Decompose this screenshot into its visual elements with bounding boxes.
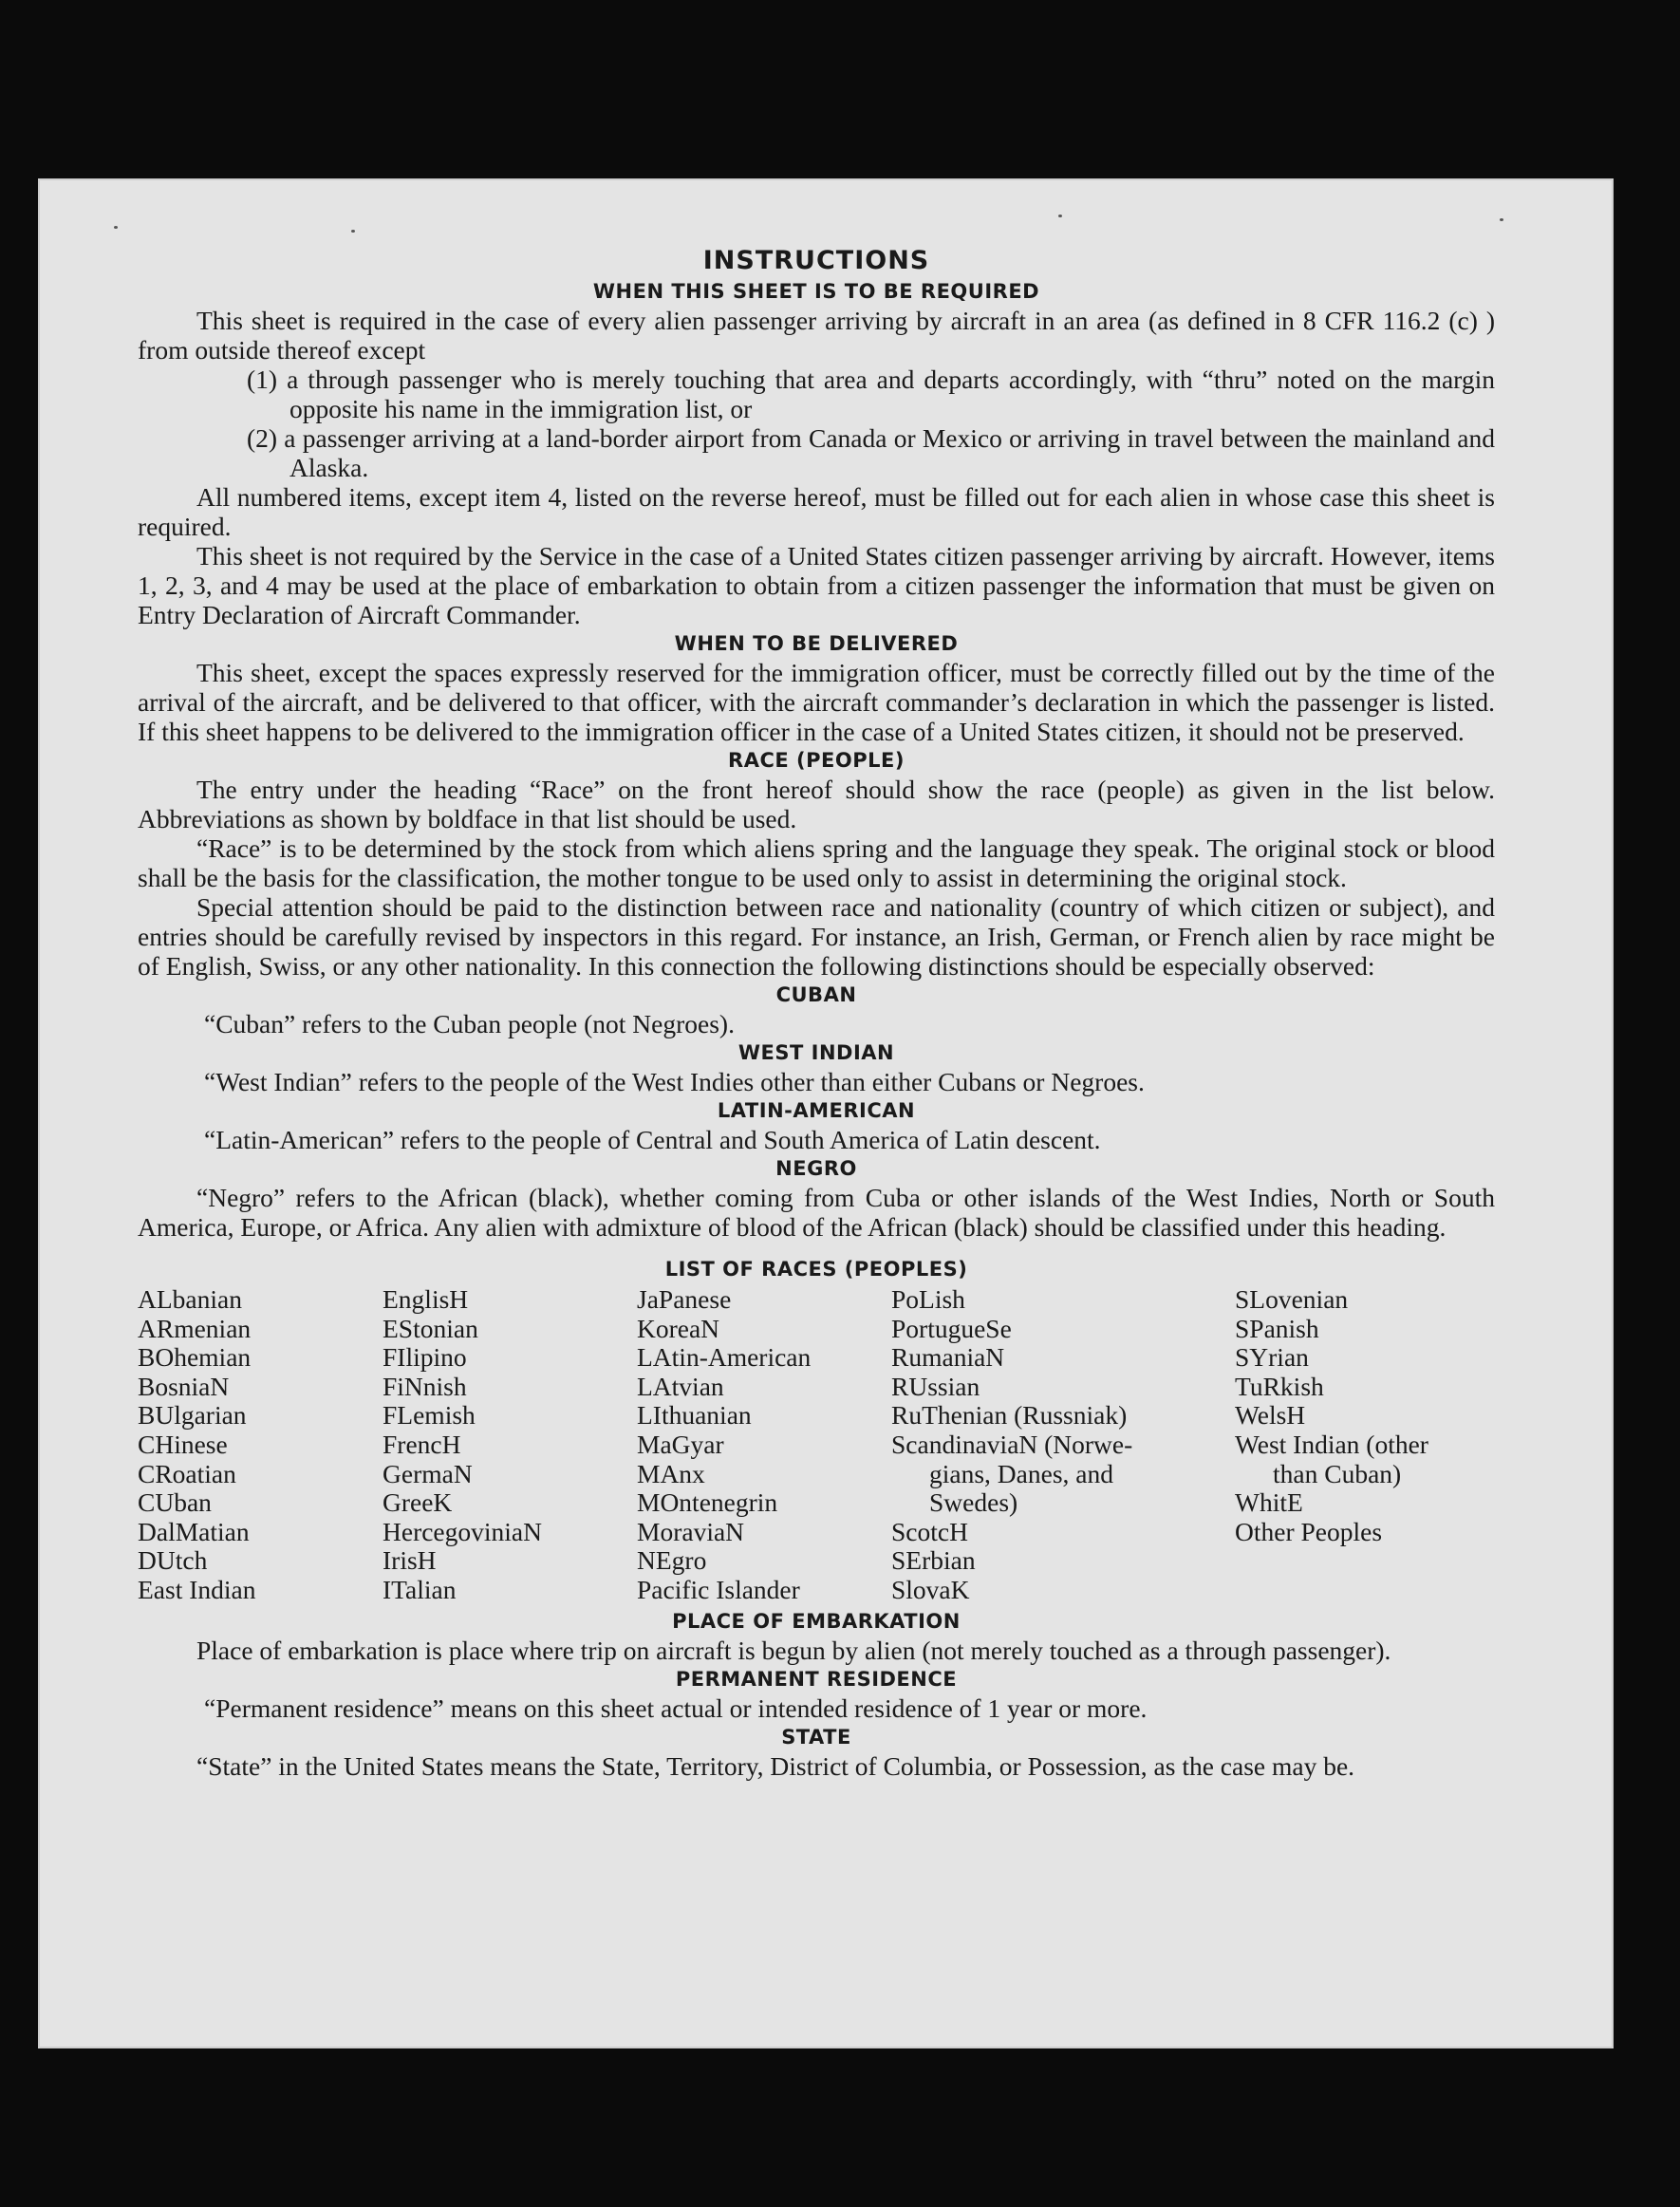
heading-embarkation: PLACE OF EMBARKATION bbox=[672, 1609, 961, 1633]
race-entry: FrencH bbox=[383, 1429, 461, 1459]
paragraph-west-indian: “West Indian” refers to the people of the West Indies other than either Cubans or Negroes. bbox=[204, 1067, 1145, 1096]
race-entry: EStonian bbox=[383, 1313, 478, 1343]
paragraph-permanent-residence: “Permanent residence” means on this sheet actual or intended residence of 1 year or more. bbox=[204, 1693, 1148, 1723]
race-entry: CUban bbox=[138, 1487, 212, 1518]
race-entry: TuRkish bbox=[1235, 1371, 1324, 1401]
race-entry: than Cuban) bbox=[1273, 1458, 1402, 1488]
races-column-4 bbox=[891, 1285, 1235, 1605]
race-entry: IrisH bbox=[383, 1545, 437, 1576]
race-entry: LAtvian bbox=[637, 1371, 724, 1401]
race-entry: ScotcH bbox=[891, 1516, 968, 1546]
race-entry: gians, Danes, and bbox=[929, 1458, 1113, 1488]
race-entry: SLovenian bbox=[1235, 1284, 1349, 1314]
paragraph-numbered-items: All numbered items, except item 4, listed on the reverse hereof, must be filled out for each alien in whose case this sheet is required. bbox=[138, 482, 1495, 541]
paragraph-required: This sheet is required in the case of every alien passenger arriving by aircraft in an area (as defined in 8 CFR 116.2 (c) ) from outside thereof except bbox=[138, 306, 1495, 365]
race-entry: ITalian bbox=[383, 1574, 457, 1604]
paragraph-state: “State” in the United States means the State, Territory, District of Columbia, or Possession, as the case may be. bbox=[196, 1750, 1355, 1781]
race-entry: WelsH bbox=[1235, 1400, 1306, 1431]
race-entry: Pacific Islander bbox=[637, 1574, 800, 1604]
race-entry: East Indian bbox=[138, 1574, 256, 1604]
paragraph-embarkation: Place of embarkation is place where trip on aircraft is begun by alien (not merely touched as a through passenger). bbox=[196, 1635, 1391, 1665]
race-entry: CHinese bbox=[138, 1429, 228, 1459]
heading-list-of-races: LIST OF RACES (PEOPLES) bbox=[664, 1258, 968, 1281]
race-entry: West Indian (other bbox=[1235, 1429, 1428, 1459]
race-entry: NEgro bbox=[637, 1545, 707, 1576]
race-entry: DUtch bbox=[138, 1545, 208, 1576]
race-entry: MAnx bbox=[637, 1458, 705, 1488]
race-entry: PoLish bbox=[891, 1284, 965, 1314]
paragraph-negro: “Negro” refers to the African (black), whether coming from Cuba or other islands of the West Indies, North or South America, Europe, or Africa. Any alien with admixture of blood of the African (black) should be classified under this heading. bbox=[138, 1183, 1495, 1242]
race-entry: SlovaK bbox=[891, 1574, 970, 1604]
race-entry: ScandinaviaN (Norwe- bbox=[891, 1429, 1133, 1459]
race-entry: PortugueSe bbox=[891, 1313, 1012, 1343]
paragraph-delivery: This sheet, except the spaces expressly reserved for the immigration officer, must be correctly filled out by the time of the arrival of the aircraft, and be delivered to that officer, with the aircraft commander’s declaration in which the passenger is listed. If this sheet happens to be delivered to the immigration officer in the case of a United States citizen, it should not be preserved. bbox=[138, 658, 1495, 746]
race-entry: MaGyar bbox=[637, 1429, 724, 1459]
paragraph-latin-american: “Latin-American” refers to the people of Central and South America of Latin descent. bbox=[204, 1125, 1101, 1154]
race-entry: FLemish bbox=[383, 1400, 476, 1431]
races-list bbox=[138, 1285, 1495, 1605]
heading-race: RACE (PEOPLE) bbox=[728, 749, 905, 772]
paragraph-race-definition: “Race” is to be determined by the stock from which aliens spring and the language they speak. The original stock or blood shall be the basis for the classification, the mother tongue to be used only to assist in determining the original stock. bbox=[138, 833, 1495, 892]
heading-negro: NEGRO bbox=[775, 1157, 857, 1180]
races-column-3 bbox=[637, 1285, 891, 1605]
race-entry: EnglisH bbox=[383, 1284, 469, 1314]
races-column-1 bbox=[138, 1285, 383, 1605]
races-column-5 bbox=[1235, 1285, 1482, 1605]
race-entry: MOntenegrin bbox=[637, 1487, 778, 1518]
heading-latin-american: LATIN-AMERICAN bbox=[717, 1099, 916, 1122]
speck bbox=[114, 226, 118, 229]
heading-permanent-residence: PERMANENT RESIDENCE bbox=[675, 1667, 958, 1691]
race-entry: BOhemian bbox=[138, 1342, 252, 1373]
heading-when-delivered: WHEN TO BE DELIVERED bbox=[674, 632, 959, 655]
race-entry: ALbanian bbox=[138, 1284, 242, 1314]
races-column-2 bbox=[383, 1285, 637, 1605]
race-entry: RuThenian (Russniak) bbox=[891, 1400, 1128, 1431]
paragraph-race-nationality: Special attention should be paid to the distinction between race and nationality (country of which citizen or subject), and entries should be carefully revised by inspectors in this regard. For instance, an Irish, German, or French alien by race might be of English, Swiss, or any other nationality. In this connection the following distinctions should be especially observed: bbox=[138, 892, 1495, 981]
race-entry: LAtin-American bbox=[637, 1342, 812, 1373]
race-entry: CRoatian bbox=[138, 1458, 236, 1488]
race-entry: KoreaN bbox=[637, 1313, 720, 1343]
speck bbox=[1500, 218, 1503, 221]
race-entry: SPanish bbox=[1235, 1313, 1319, 1343]
exception-item-1: (1) a through passenger who is merely touching that area and departs accordingly, with “thru” noted on the margin opposite his name in the immigration list, or bbox=[247, 365, 1495, 423]
race-entry: ARmenian bbox=[138, 1313, 252, 1343]
document-page bbox=[38, 178, 1614, 2048]
speck bbox=[351, 230, 355, 233]
speck bbox=[1058, 215, 1062, 217]
race-entry: SYrian bbox=[1235, 1342, 1309, 1373]
race-entry: JaPanese bbox=[637, 1284, 732, 1314]
race-entry: RUssian bbox=[891, 1371, 980, 1401]
race-entry: HercegoviniaN bbox=[383, 1516, 542, 1546]
race-entry: RumaniaN bbox=[891, 1342, 1005, 1373]
instructions-title: INSTRUCTIONS bbox=[702, 246, 930, 275]
heading-when-required: WHEN THIS SHEET IS TO BE REQUIRED bbox=[592, 280, 1040, 303]
exception-item-2: (2) a passenger arriving at a land-border airport from Canada or Mexico or arriving in travel between the mainland and Alaska. bbox=[247, 423, 1495, 482]
instructions-body bbox=[138, 245, 1495, 1781]
heading-west-indian: WEST INDIAN bbox=[737, 1041, 895, 1064]
race-entry: SErbian bbox=[891, 1545, 976, 1576]
race-entry: DalMatian bbox=[138, 1516, 250, 1546]
race-entry: LIthuanian bbox=[637, 1400, 752, 1431]
paragraph-citizen: This sheet is not required by the Service in the case of a United States citizen passenger arriving by aircraft. However, items 1, 2, 3, and 4 may be used at the place of embarkation to obtain from a citizen passenger the information that must be given on Entry Declaration of Aircraft Commander. bbox=[138, 541, 1495, 629]
race-entry: BosniaN bbox=[138, 1371, 230, 1401]
race-entry: WhitE bbox=[1235, 1487, 1303, 1518]
race-entry: Other Peoples bbox=[1235, 1516, 1383, 1546]
heading-cuban: CUBAN bbox=[775, 983, 857, 1006]
heading-state: STATE bbox=[781, 1725, 851, 1749]
race-entry: MoraviaN bbox=[637, 1516, 745, 1546]
race-entry: BUlgarian bbox=[138, 1400, 247, 1431]
paragraph-race-entry: The entry under the heading “Race” on the front hereof should show the race (people) as given in the list below. Abbreviations as shown by boldface in that list should be used. bbox=[138, 775, 1495, 833]
race-entry: Swedes) bbox=[929, 1487, 1018, 1518]
paragraph-cuban: “Cuban” refers to the Cuban people (not Negroes). bbox=[204, 1009, 735, 1038]
race-entry: FiNnish bbox=[383, 1371, 467, 1401]
race-entry: GreeK bbox=[383, 1487, 453, 1518]
race-entry: FIlipino bbox=[383, 1342, 467, 1373]
race-entry: GermaN bbox=[383, 1458, 473, 1488]
